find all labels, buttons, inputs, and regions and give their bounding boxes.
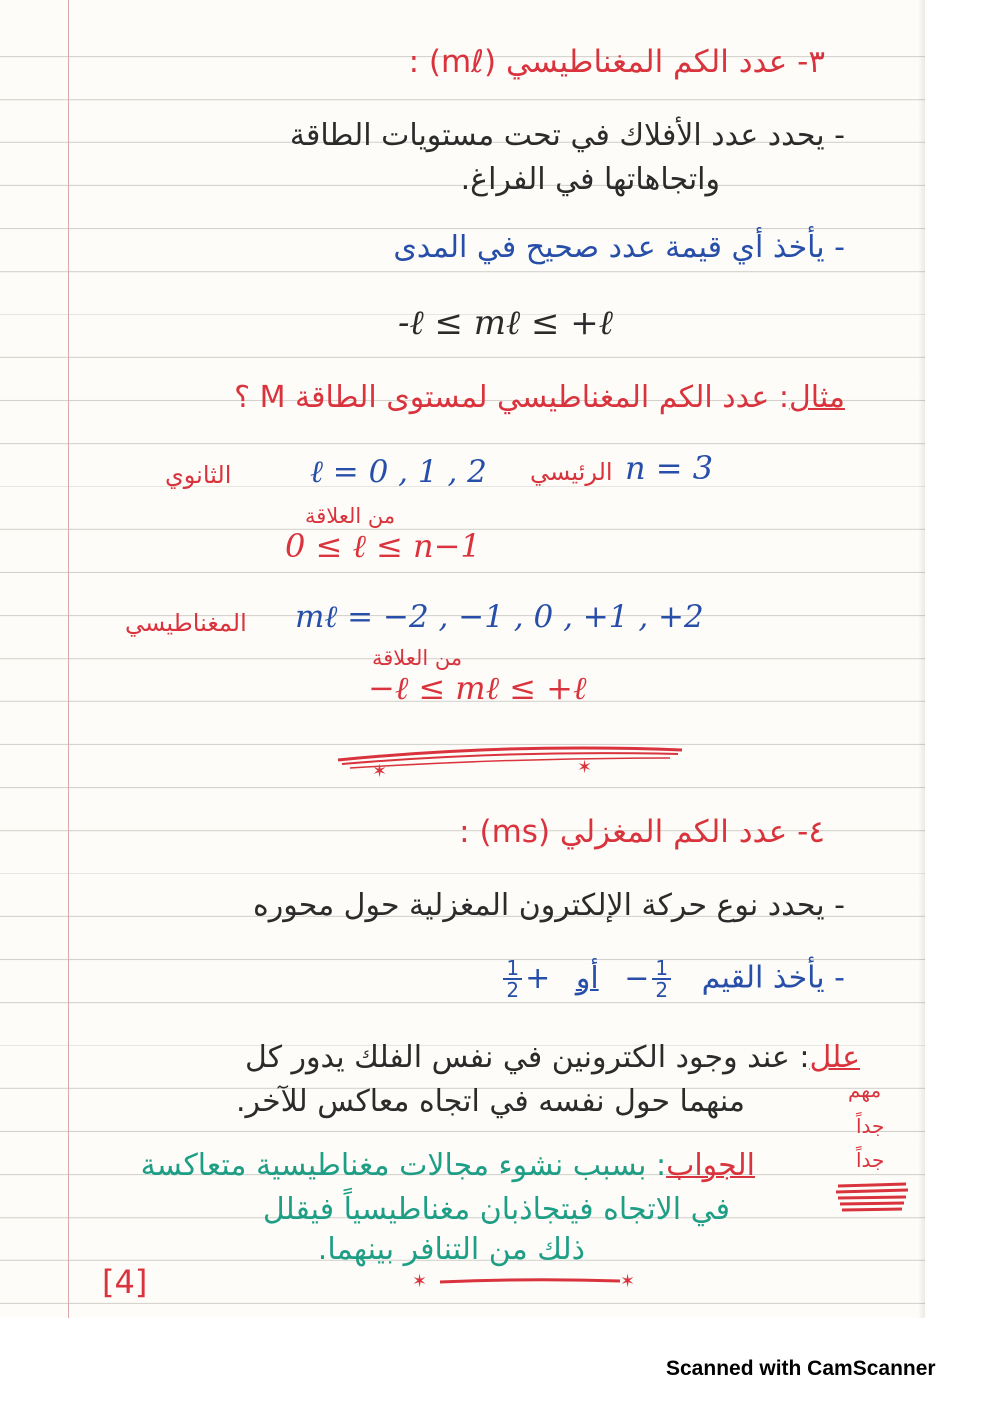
- ex-l-label: الثانوي: [165, 461, 232, 489]
- heading-magnetic-quantum-number: ٣- عدد الكم المغناطيسي (mℓ) :: [408, 44, 825, 80]
- bottom-star-right: ✶: [620, 1271, 636, 1292]
- reason-line1: [245, 1038, 860, 1078]
- bottom-divider-line: [420, 1272, 640, 1292]
- ex-l-expression: ℓ = 0 , 1 , 2: [310, 454, 487, 490]
- fraction-half: $\frac{1}{2}$: [503, 958, 522, 1000]
- margin-line: [68, 0, 69, 1318]
- answer-text-1: : بسبب نشوء مجالات مغناطيسية متعاكسة: [140, 1148, 667, 1183]
- page-edge-shadow: [918, 0, 925, 1318]
- answer-line3: ذلك من التنافر بينهما.: [317, 1232, 585, 1267]
- s3-range-expression: -ℓ ≤ mℓ ≤ +ℓ: [398, 303, 613, 343]
- example-line: [234, 378, 845, 418]
- s4-minus-half: $\frac{1}{2}$ −: [624, 961, 674, 996]
- ex-n-expression: n = 3: [625, 449, 714, 487]
- ex-from-relation-2: من العلاقة: [372, 646, 463, 670]
- s3-bullet1-line1: - يحدد عدد الأفلاك في تحت مستويات الطاقة: [289, 118, 845, 153]
- answer-line1: [141, 1146, 755, 1186]
- side-note-very-2: جداً: [856, 1148, 885, 1172]
- s4-bullet2-text: - يأخذ القيم: [701, 960, 845, 996]
- example-label: مثال: [788, 380, 845, 415]
- ex-ml-expression: mℓ = −2 , −1 , 0 , +1 , +2: [295, 599, 704, 635]
- side-note-scribble: [832, 1180, 912, 1216]
- ex-n-label: الرئيسي: [530, 458, 613, 486]
- ex-from-relation-1: من العلاقة: [305, 504, 396, 528]
- fraction-half: $\frac{1}{2}$: [652, 958, 671, 1000]
- ex-l-range: 0 ≤ ℓ ≤ n−1: [285, 527, 481, 565]
- answer-line2: في الاتجاه فيتجاذبان مغناطيسياً فيقلل: [262, 1192, 730, 1227]
- camscanner-watermark: Scanned with CamScanner: [666, 1357, 936, 1380]
- reason-line2: منهما حول نفسه في اتجاه معاكس للآخر.: [235, 1084, 745, 1119]
- divider-star-right: ✶: [577, 757, 593, 778]
- side-note-important: مهم: [848, 1078, 882, 1102]
- answer-label: الجواب: [666, 1148, 755, 1183]
- ex-ml-label: المغناطيسي: [125, 609, 247, 637]
- page-number: [4]: [102, 1263, 148, 1301]
- ex-ml-range: −ℓ ≤ mℓ ≤ +ℓ: [368, 669, 587, 707]
- reason-text-1: : عند وجود الكترونين في نفس الفلك يدور كل: [245, 1040, 810, 1075]
- reason-label: علل: [809, 1040, 860, 1075]
- s4-bullet2: [500, 958, 845, 1000]
- bottom-star-left: ✶: [412, 1271, 428, 1292]
- s3-bullet2: - يأخذ أي قيمة عدد صحيح في المدى: [393, 230, 845, 265]
- s3-bullet1-line2: واتجاهاتها في الفراغ.: [460, 162, 720, 197]
- heading-spin-quantum-number: ٤- عدد الكم المغزلي (ms) :: [459, 814, 825, 850]
- side-note-very-1: جداً: [856, 1114, 885, 1138]
- s4-plus-half: + $\frac{1}{2}$: [500, 961, 550, 996]
- divider-star-left: ✶: [372, 761, 388, 782]
- s4-bullet1: - يحدد نوع حركة الإلكترون المغزلية حول محوره: [253, 888, 845, 923]
- s4-or: أو: [575, 960, 599, 996]
- example-question: : عدد الكم المغناطيسي لمستوى الطاقة M ؟: [234, 380, 789, 415]
